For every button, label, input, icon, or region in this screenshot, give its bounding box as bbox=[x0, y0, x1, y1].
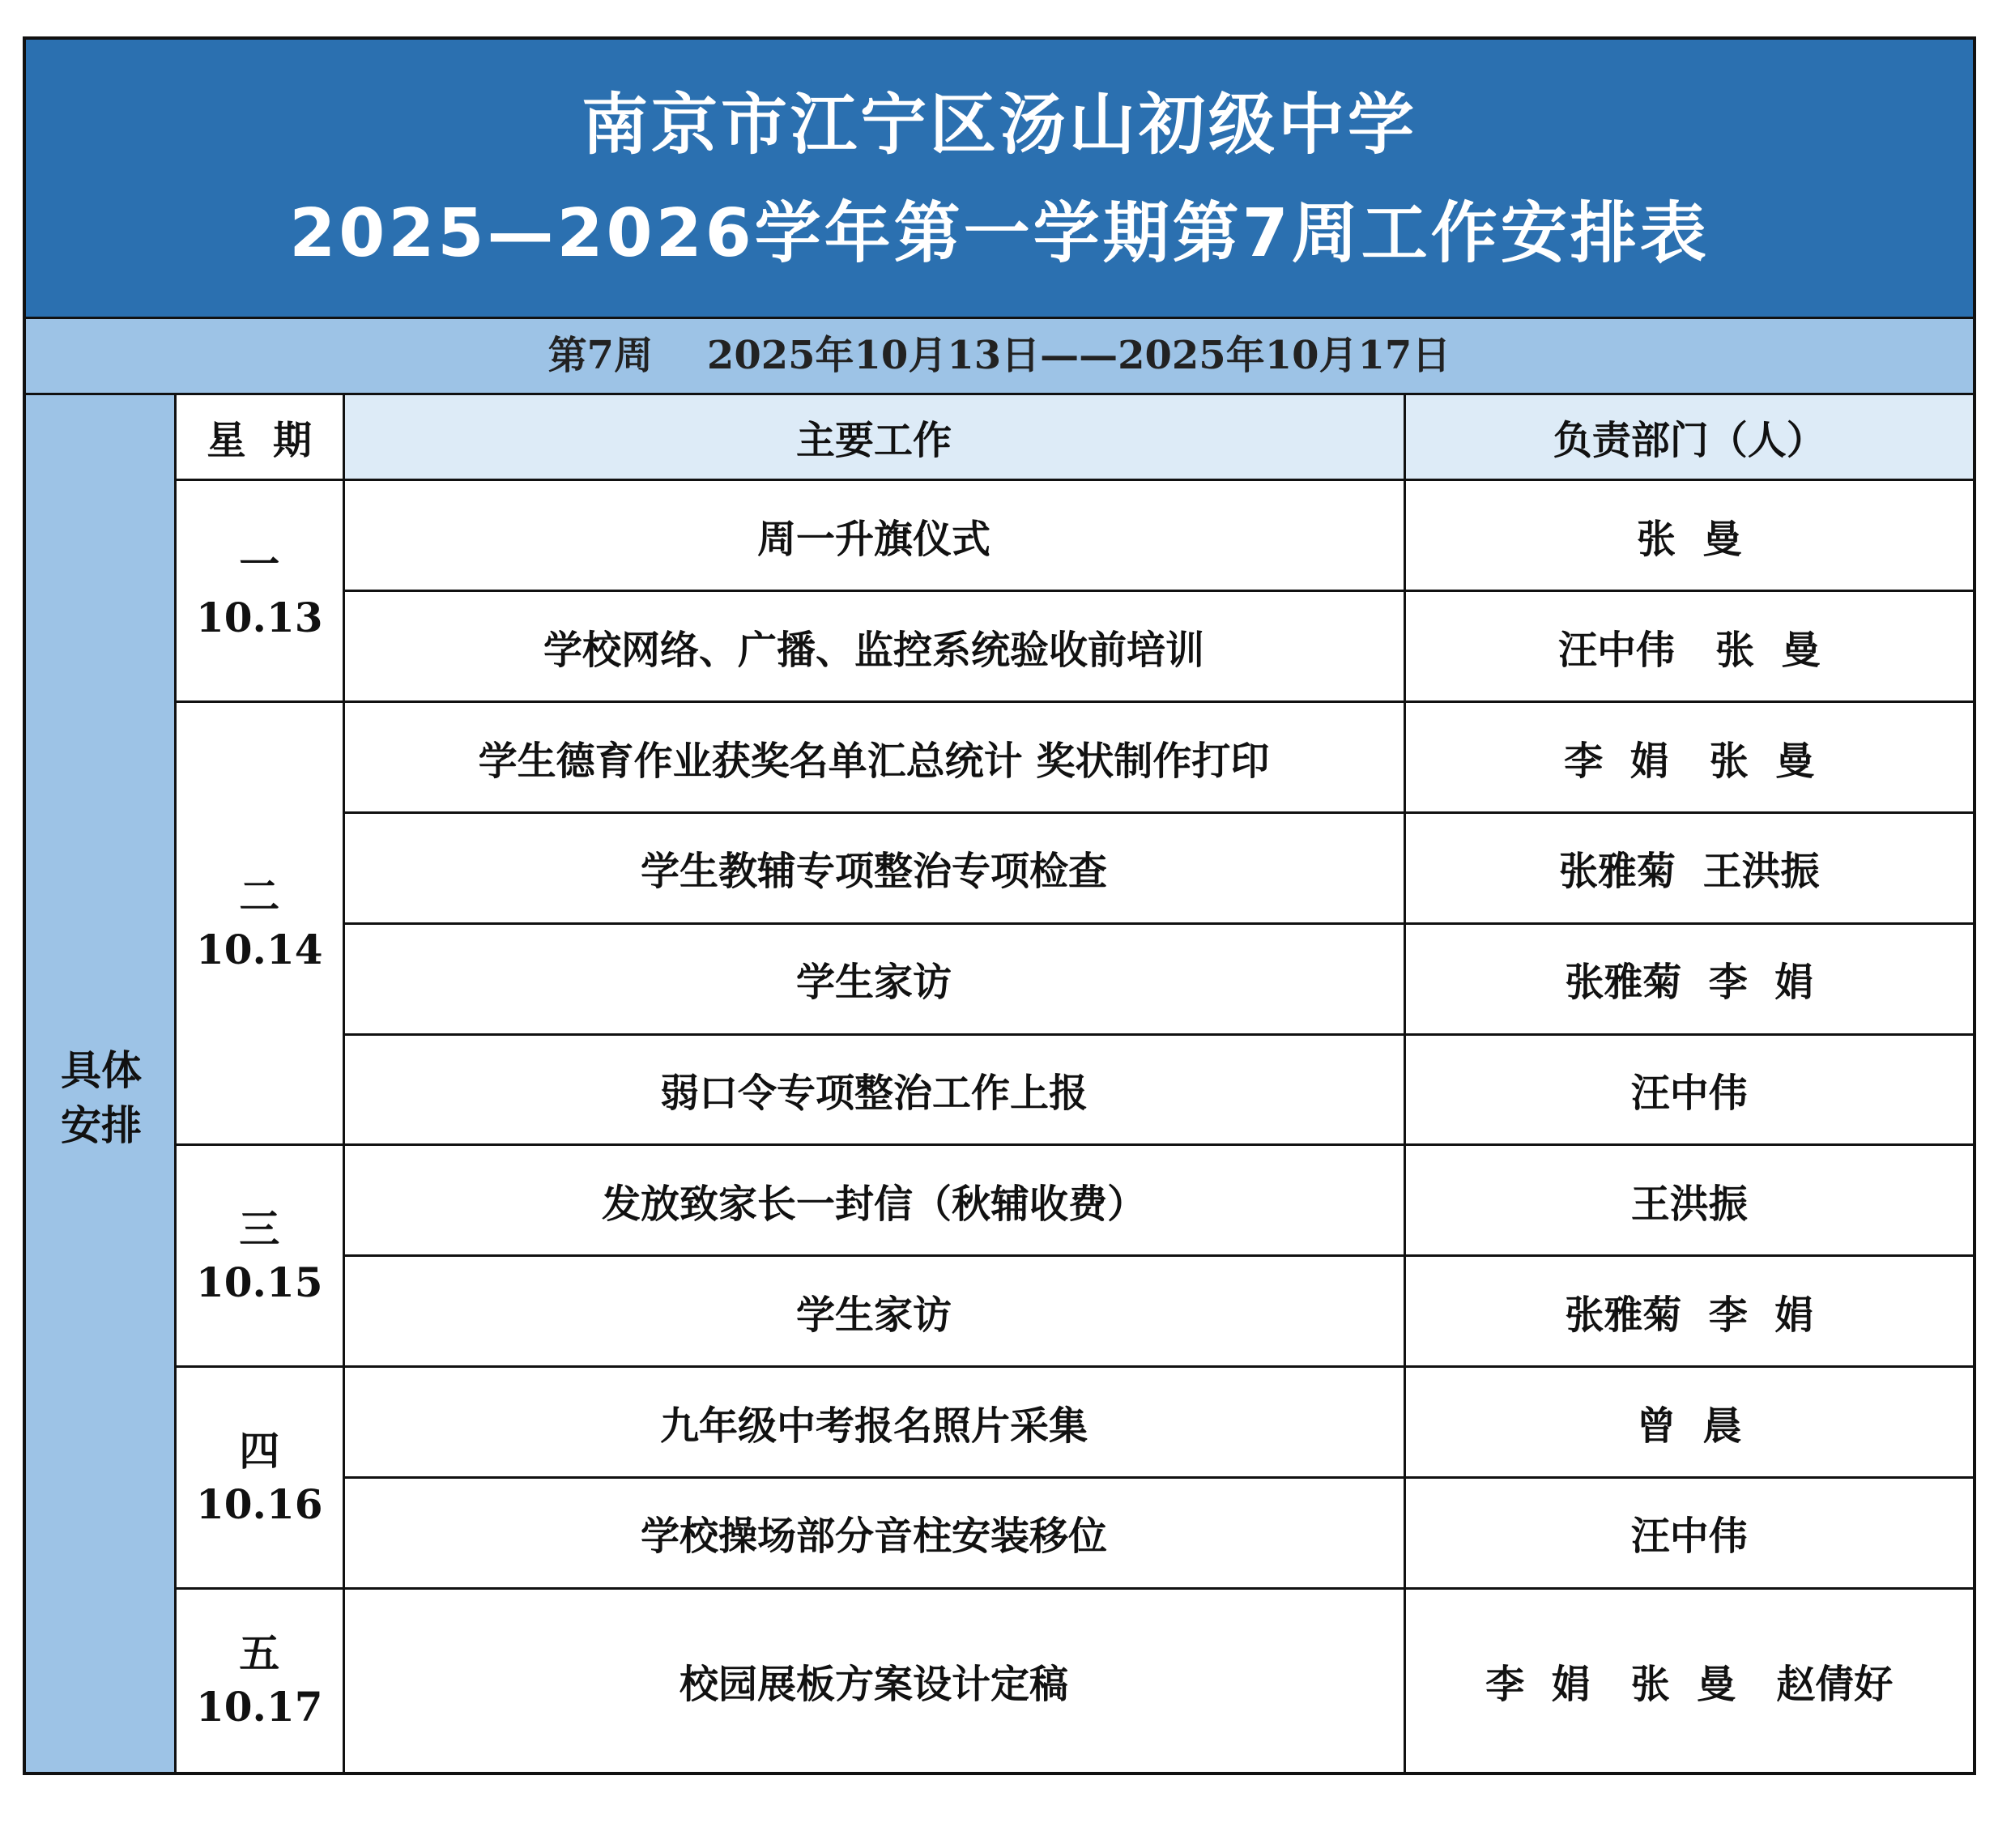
side-column bbox=[26, 395, 177, 1772]
day-date: 10.15 bbox=[195, 1258, 323, 1306]
owner-cell bbox=[1404, 1034, 1973, 1145]
owner-names: 汪中伟 张 曼 bbox=[1557, 627, 1821, 673]
work-item: 发放致家长一封信（秋辅收费） bbox=[343, 1145, 1404, 1256]
table-row bbox=[177, 923, 1973, 1034]
owner-names: 张雅菊 王洪振 bbox=[1559, 849, 1820, 895]
schedule-table bbox=[177, 395, 1973, 1772]
owner-names: 李 娟 张 曼 赵倩好 bbox=[1485, 1661, 1894, 1707]
schedule-sheet bbox=[23, 36, 1976, 1775]
title-banner bbox=[26, 40, 1973, 319]
day-cell bbox=[177, 702, 343, 1145]
owner-names: 张雅菊 李 娟 bbox=[1565, 960, 1814, 1006]
owner-cell bbox=[1404, 591, 1973, 702]
work-item: 弱口令专项整治工作上报 bbox=[343, 1034, 1404, 1145]
owner-cell bbox=[1404, 1478, 1973, 1589]
schedule-title: 2025—2026学年第一学期第7周工作安排表 bbox=[289, 195, 1710, 272]
work-item: 周一升旗仪式 bbox=[343, 480, 1404, 591]
day-cell bbox=[177, 1588, 343, 1772]
owner-cell bbox=[1404, 1367, 1973, 1478]
owner-names: 王洪振 bbox=[1630, 1181, 1748, 1227]
table-row bbox=[177, 812, 1973, 923]
table-row bbox=[177, 1256, 1973, 1367]
header-row bbox=[177, 395, 1973, 480]
owner-cell bbox=[1404, 480, 1973, 591]
owner-names: 汪中伟 bbox=[1630, 1071, 1748, 1117]
work-item: 九年级中考报名照片采集 bbox=[343, 1367, 1404, 1478]
work-item: 学生家访 bbox=[343, 923, 1404, 1034]
table-row bbox=[177, 480, 1973, 591]
day-cell bbox=[177, 1145, 343, 1367]
table-row bbox=[177, 1588, 1973, 1772]
owner-cell bbox=[1404, 923, 1973, 1034]
header-owner: 负责部门（人） bbox=[1404, 395, 1973, 480]
header-day: 星 期 bbox=[177, 395, 343, 480]
day-date: 10.13 bbox=[195, 593, 323, 641]
work-item: 学生家访 bbox=[343, 1256, 1404, 1367]
day-name: 四 bbox=[239, 1426, 280, 1475]
owner-cell bbox=[1404, 1256, 1973, 1367]
owner-cell bbox=[1404, 1588, 1973, 1772]
day-date: 10.14 bbox=[195, 926, 323, 974]
owner-cell bbox=[1404, 1145, 1973, 1256]
header-work: 主要工作 bbox=[343, 395, 1404, 480]
owner-names: 张 曼 bbox=[1637, 516, 1742, 562]
week-range-bar bbox=[26, 319, 1973, 395]
side-label: 具体 安排 bbox=[61, 1046, 142, 1149]
table-row bbox=[177, 702, 1973, 813]
table-row bbox=[177, 1367, 1973, 1478]
table-row bbox=[177, 1145, 1973, 1256]
day-date: 10.17 bbox=[195, 1683, 323, 1731]
table-row bbox=[177, 591, 1973, 702]
owner-names: 李 娟 张 曼 bbox=[1564, 738, 1815, 784]
owner-cell bbox=[1404, 702, 1973, 813]
work-item: 学生教辅专项整治专项检查 bbox=[343, 812, 1404, 923]
week-number: 第7周 bbox=[547, 333, 654, 378]
work-item: 校园展板方案设计定稿 bbox=[343, 1588, 1404, 1772]
day-name: 二 bbox=[239, 872, 280, 921]
day-cell bbox=[177, 1367, 343, 1589]
owner-names: 张雅菊 李 娟 bbox=[1565, 1292, 1814, 1338]
table-row bbox=[177, 1478, 1973, 1589]
owner-names: 汪中伟 bbox=[1630, 1514, 1748, 1560]
day-date: 10.16 bbox=[195, 1480, 323, 1528]
day-name: 五 bbox=[239, 1629, 280, 1678]
owner-cell bbox=[1404, 812, 1973, 923]
work-item: 学校操场部分音柱安装移位 bbox=[343, 1478, 1404, 1589]
work-item: 学生德育作业获奖名单汇总统计 奖状制作打印 bbox=[343, 702, 1404, 813]
week-date-range: 2025年10月13日——2025年10月17日 bbox=[706, 333, 1451, 378]
owner-names: 曾 晨 bbox=[1637, 1403, 1742, 1449]
table-row bbox=[177, 1034, 1973, 1145]
day-cell bbox=[177, 480, 343, 702]
school-name-title: 南京市江宁区汤山初级中学 bbox=[581, 87, 1417, 164]
work-item: 学校网络、广播、监控系统验收前培训 bbox=[343, 591, 1404, 702]
day-name: 一 bbox=[239, 539, 280, 588]
day-name: 三 bbox=[239, 1204, 280, 1253]
